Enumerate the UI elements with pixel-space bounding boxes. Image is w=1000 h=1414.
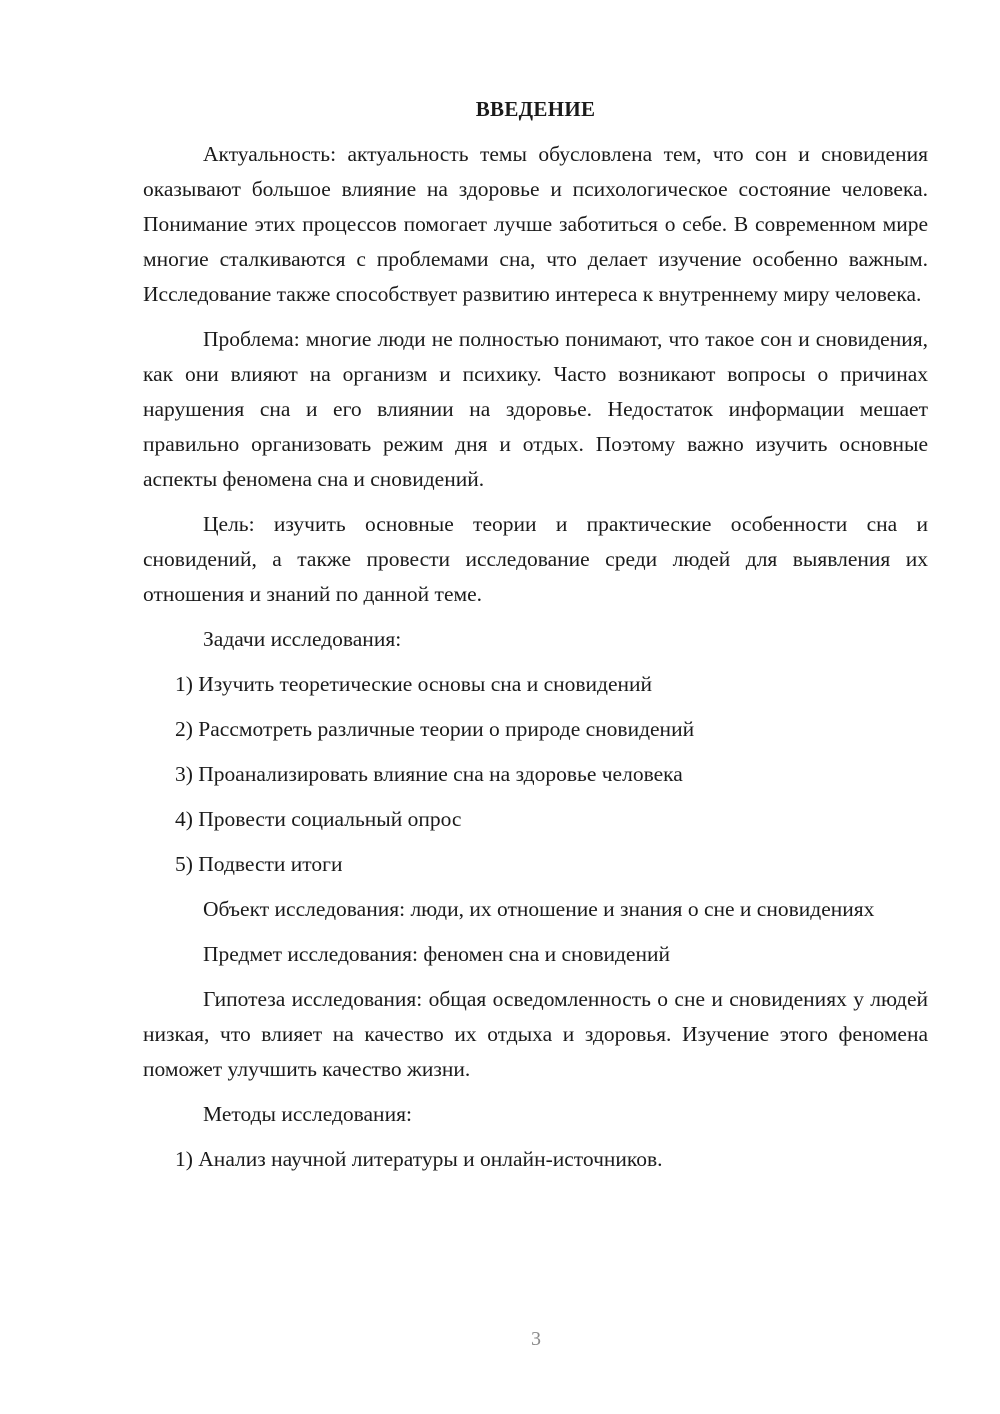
relevance-paragraph: Актуальность: актуальность темы обусловлена тем, что сон и сновидения оказывают большое влияние на здоровье и психологическое состояние человека. Понимание этих процессов помогает лучше заботиться о себе. В современном мире многие сталкиваются с проблемами сна, что делает изучение особенно важным. Исследование также способствует развитию интереса к внутреннему миру человека. xyxy=(143,142,928,306)
subject-paragraph: Предмет исследования: феномен сна и сновидений xyxy=(203,942,670,966)
object-paragraph: Объект исследования: люди, их отношение и знания о сне и сновидениях xyxy=(203,897,875,921)
methods-heading: Методы исследования: xyxy=(203,1102,412,1126)
list-item: 5) Подвести итоги xyxy=(175,852,343,876)
hypothesis-paragraph: Гипотеза исследования: общая осведомленность о сне и сновидениях у людей низкая, что влияет на качество их отдыха и здоровья. Изучение этого феномена поможет улучшить качество жизни. xyxy=(143,987,928,1081)
tasks-heading: Задачи исследования: xyxy=(203,627,402,651)
page-title: ВВЕДЕНИЕ xyxy=(475,97,596,121)
page-number: 3 xyxy=(531,1328,541,1350)
list-item: 1) Анализ научной литературы и онлайн-источников. xyxy=(175,1147,663,1171)
list-item: 3) Проанализировать влияние сна на здоровье человека xyxy=(175,762,683,786)
list-item: 1) Изучить теоретические основы сна и сновидений xyxy=(175,672,653,696)
list-item: 4) Провести социальный опрос xyxy=(175,807,462,831)
list-item: 2) Рассмотреть различные теории о природе сновидений xyxy=(175,717,695,741)
problem-paragraph: Проблема: многие люди не полностью понимают, что такое сон и сновидения, как они влияют на организм и психику. Часто возникают вопросы о причинах нарушения сна и его влиянии на здоровье. Недостаток информации мешает правильно организовать режим дня и отдых. Поэтому важно изучить основные аспекты феномена сна и сновидений. xyxy=(143,327,928,491)
document-page xyxy=(143,92,928,1187)
methods-list xyxy=(143,1142,928,1177)
goal-paragraph: Цель: изучить основные теории и практические особенности сна и сновидений, а также провести исследование среди людей для выявления их отношения и знаний по данной теме. xyxy=(143,512,928,606)
tasks-list xyxy=(143,667,928,882)
